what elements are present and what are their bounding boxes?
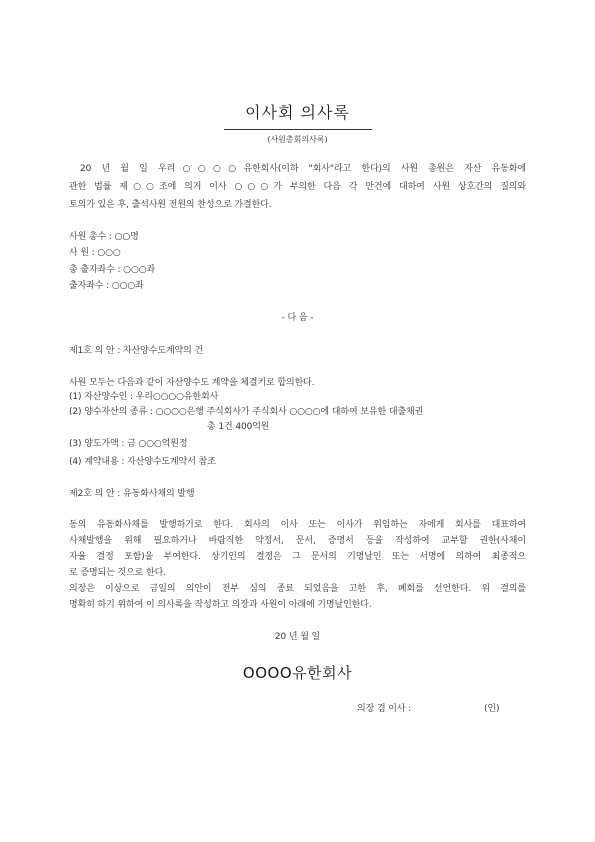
agenda1-item-3: (3) 양도가액 : 금 ○○○억원정 [69, 439, 188, 449]
document-subtitle: (사원총회의사록) [267, 135, 328, 144]
title-underline [224, 129, 372, 130]
member-total-shares: 총 출자좌수 : ○○○좌 [69, 265, 156, 275]
date-line: 20 년 월 일 [274, 632, 321, 642]
agenda1-item-1: (1) 자산양수인 : 우리○○○○유한회사 [69, 392, 219, 402]
intro-line-1: 20 년 월 일 우리○○○○유한회사(이하 "회사"라고 한다)의 사원 총원은 자산 유동화에 [80, 164, 526, 174]
agenda1-heading: 제1호 의 안 : 자산양수도계약의 건 [69, 346, 204, 356]
agenda1-item-2: (2) 양수자산의 종류 : ○○○○은행 주식회사가 주식회사 ○○○○에 대하여 보유한 대출채권 [69, 407, 424, 417]
company-name: OOOO유한회사 [242, 664, 353, 682]
member-shares: 출자좌수 : ○○○좌 [69, 281, 144, 291]
agenda1-item-2-detail: 총 1건 400억원 [207, 422, 270, 432]
member-total: 사원 총수 : ○○명 [69, 232, 139, 242]
closing-line-2: 명확히 하기 위하여 이 의사록을 작성하고 의장과 사원이 아래에 기명날인한다. [69, 600, 372, 610]
intro-line-2: 관한 법률 제○○조에 의거 이사 ○○○가 부의한 다음 각 안건에 대하여 사원 상호간의 질의와 [69, 182, 526, 192]
seal-mark: (인) [484, 704, 500, 714]
agenda1-item-4: (4) 계약내용 : 자산양수도계약서 참조 [69, 457, 216, 467]
agenda2-body-line-3: 자율 결정 포함)을 부여한다. 상기인의 결정은 그 문서의 기명날인 또는 서명에 의하여 최종적으 [69, 552, 526, 562]
member-names: 사 원 : ○○○ [69, 248, 121, 258]
intro-line-3: 토의가 있은 후, 출석사원 전원의 찬성으로 가결한다. [69, 200, 272, 210]
agenda2-body-line-1: 동의 유동화사채를 발행하기로 한다. 회사의 이사 또는 이사가 위임하는 자에게 회사를 대표하여 [69, 520, 526, 530]
closing-line-1: 의장은 이상으로 금일의 의안이 전부 심의 종료 되었음을 고한 후, 폐회를 선언한다. 위 결의를 [69, 584, 526, 594]
agenda2-heading: 제2호 의 안 : 유동화사채의 발행 [69, 489, 195, 499]
agenda2-body-line-2: 사채발행을 위해 필요하거나 바람직한 약정서, 문서, 증명서 등을 작성하여 교부할 권한(사채이 [69, 536, 526, 546]
separator-heading: - 다 음 - [281, 313, 314, 323]
agenda1-body: 사원 모두는 다음과 같이 자산양수도 계약을 체결키로 합의한다. [69, 378, 315, 388]
agenda2-body-line-4: 로 증명되는 것으로 한다. [69, 568, 166, 578]
signature-label: 의장 겸 이사 : [357, 704, 412, 714]
document-title: 이사회 의사록 [245, 103, 350, 122]
